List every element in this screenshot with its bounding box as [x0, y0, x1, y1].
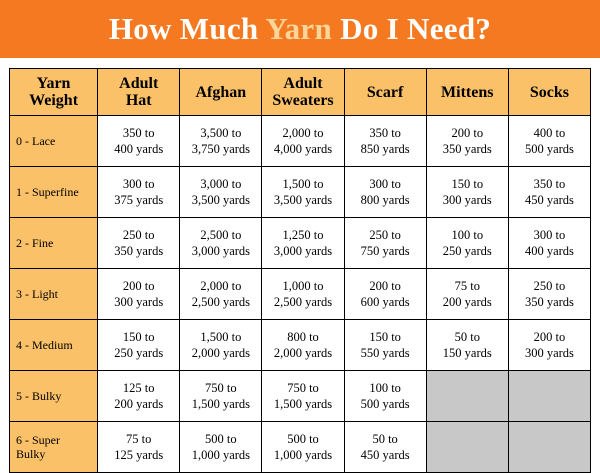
table-cell-empty: [426, 371, 508, 422]
table-cell: [262, 320, 344, 371]
table-cell-line: 50 to: [372, 432, 398, 446]
table-cell-line: 200 to: [122, 279, 155, 293]
column-header-line: Afghan: [195, 83, 247, 101]
table-cell-line: 300 to: [533, 228, 566, 242]
table-cell: [262, 422, 344, 473]
table-cell-empty: [508, 371, 590, 422]
table-cell-line: 350 yards: [524, 295, 574, 309]
table-cell-line: 200 yards: [114, 397, 164, 411]
table-cell-line: 150 to: [122, 330, 155, 344]
table-cell-line: 550 yards: [360, 346, 410, 360]
table-cell: [508, 167, 590, 218]
column-header-line: Socks: [529, 83, 569, 101]
table-cell-line: 400 to: [533, 126, 566, 140]
table-cell: [426, 167, 508, 218]
column-header-line: Sweaters: [272, 92, 334, 109]
table-cell-line: 250 to: [122, 228, 155, 242]
table-cell-line: 100 to: [369, 381, 401, 395]
table-cell-line: 300 to: [369, 177, 401, 191]
table-cell-line: 300 yards: [114, 295, 164, 309]
table-cell-line: 200 to: [369, 279, 401, 293]
table-cell-line: 850 yards: [360, 142, 410, 156]
table-cell: [344, 320, 426, 371]
table-cell: [98, 320, 180, 371]
column-header-line: Adult: [283, 75, 323, 92]
column-header-line: Weight: [29, 92, 79, 109]
table-cell-line: 500 yards: [524, 142, 574, 156]
column-header-0: [10, 69, 98, 116]
table-cell-line: 375 yards: [114, 193, 164, 207]
column-header-4: [344, 69, 426, 116]
table-row: [10, 218, 591, 269]
row-header-line: 3 - Light: [16, 287, 58, 301]
table-cell-line: 250 to: [533, 279, 566, 293]
row-header-weight: [10, 269, 98, 320]
table-cell-line: 350 to: [122, 126, 155, 140]
column-header-line: Scarf: [366, 83, 404, 101]
table-cell: [508, 269, 590, 320]
table-cell-line: 1,000 yards: [273, 448, 333, 462]
table-cell: [180, 371, 262, 422]
table-cell-line: 2,500 yards: [191, 295, 251, 309]
table-cell-line: 600 yards: [360, 295, 410, 309]
table-cell-line: 350 yards: [114, 244, 164, 258]
table-cell-line: 200 to: [533, 330, 566, 344]
row-header-line: 0 - Lace: [16, 134, 56, 148]
column-header-2: [180, 69, 262, 116]
table-cell: [508, 116, 590, 167]
row-header-line: 6 - Super: [16, 433, 60, 447]
table-cell-line: 300 to: [122, 177, 155, 191]
table-body: [10, 116, 591, 473]
table-cell-line: 1,250 to: [282, 228, 324, 242]
table-cell-line: 350 to: [369, 126, 401, 140]
row-header-weight: [10, 371, 98, 422]
table-cell: [98, 269, 180, 320]
table-cell: [426, 269, 508, 320]
table-cell-line: 125 yards: [114, 448, 164, 462]
column-header-line: Adult: [119, 75, 159, 92]
table-row: [10, 167, 591, 218]
table-cell: [180, 320, 262, 371]
table-cell-empty: [426, 422, 508, 473]
table-cell: [98, 371, 180, 422]
table-cell-line: 125 to: [122, 381, 155, 395]
table-row: [10, 320, 591, 371]
row-header-weight: [10, 116, 98, 167]
table-cell: [180, 218, 262, 269]
table-cell: [344, 269, 426, 320]
table-cell-line: 750 yards: [360, 244, 410, 258]
table-cell-line: 750 to: [205, 381, 237, 395]
table-row: [10, 422, 591, 473]
column-header-line: Hat: [125, 92, 152, 109]
table-cell: [344, 116, 426, 167]
table-cell-line: 4,000 yards: [273, 142, 333, 156]
column-header-5: [426, 69, 508, 116]
table-cell-line: 250 yards: [442, 244, 492, 258]
table-cell: [262, 116, 344, 167]
table-cell-line: 75 to: [454, 279, 480, 293]
table-header-row: [10, 69, 591, 116]
table-cell: [180, 167, 262, 218]
table-cell-line: 2,500 yards: [273, 295, 333, 309]
table-cell: [426, 218, 508, 269]
table-cell: [344, 218, 426, 269]
table-cell-line: 350 yards: [442, 142, 492, 156]
table-cell-line: 3,500 yards: [273, 193, 333, 207]
table-cell: [98, 167, 180, 218]
table-cell: [426, 320, 508, 371]
table-cell-line: 300 yards: [524, 346, 574, 360]
table-cell-line: 50 to: [454, 330, 480, 344]
table-cell-line: 500 to: [205, 432, 237, 446]
table-cell: [98, 116, 180, 167]
column-header-6: [508, 69, 590, 116]
table-cell-line: 200 to: [451, 126, 484, 140]
yarn-weight-table: [9, 68, 591, 473]
table-row: [10, 269, 591, 320]
table-cell-line: 3,750 yards: [191, 142, 251, 156]
table-cell: [344, 167, 426, 218]
page-title: [109, 11, 491, 47]
table-cell-line: 200 yards: [442, 295, 492, 309]
table-cell: [426, 116, 508, 167]
table-cell-line: 400 yards: [524, 244, 574, 258]
title-accent-word: Yarn: [265, 11, 333, 46]
table-cell-line: 450 yards: [360, 448, 410, 462]
table-cell-line: 3,000 to: [200, 177, 242, 191]
table-cell-line: 1,500 to: [200, 330, 242, 344]
table-cell-line: 250 to: [369, 228, 401, 242]
row-header-line: Bulky: [16, 447, 46, 461]
table-cell: [508, 218, 590, 269]
table-cell-line: 750 to: [287, 381, 319, 395]
row-header-line: 5 - Bulky: [16, 389, 62, 403]
title-part-1: How Much: [108, 11, 266, 46]
column-header-line: Mittens: [441, 83, 494, 101]
row-header-weight: [10, 218, 98, 269]
column-header-line: Yarn: [36, 75, 71, 92]
title-part-2: Do I Need?: [332, 11, 492, 46]
table-cell: [344, 422, 426, 473]
table-cell: [180, 116, 262, 167]
table-cell-line: 800 to: [287, 330, 319, 344]
table-cell-line: 1,500 to: [282, 177, 324, 191]
table-cell-line: 3,000 yards: [273, 244, 333, 258]
table-cell-line: 1,500 yards: [273, 397, 333, 411]
table-cell-line: 3,500 to: [200, 126, 242, 140]
table-cell-line: 350 to: [533, 177, 566, 191]
table-cell-line: 3,000 yards: [191, 244, 251, 258]
column-header-3: [262, 69, 344, 116]
table-cell: [344, 371, 426, 422]
table-row: [10, 371, 591, 422]
table-cell-line: 500 yards: [360, 397, 410, 411]
table-header: [10, 69, 591, 116]
table-cell-line: 2,000 yards: [191, 346, 251, 360]
table-cell-line: 1,000 yards: [191, 448, 251, 462]
table-cell-line: 250 yards: [114, 346, 164, 360]
table-cell-line: 150 to: [451, 177, 484, 191]
row-header-weight: [10, 422, 98, 473]
table-cell: [98, 218, 180, 269]
table-cell-line: 150 yards: [442, 346, 492, 360]
table-cell-line: 400 yards: [114, 142, 164, 156]
table-cell-line: 1,500 yards: [191, 397, 251, 411]
table-cell: [262, 218, 344, 269]
row-header-line: 1 - Superfine: [16, 185, 79, 199]
table-cell: [262, 269, 344, 320]
row-header-line: 2 - Fine: [16, 236, 54, 250]
table-cell-line: 3,500 yards: [191, 193, 251, 207]
table-cell-line: 1,000 to: [282, 279, 324, 293]
column-header-1: [98, 69, 180, 116]
table-cell: [262, 167, 344, 218]
table-cell-line: 450 yards: [524, 193, 574, 207]
table-cell-empty: [508, 422, 590, 473]
table-cell-line: 2,000 to: [200, 279, 242, 293]
table-cell-line: 800 yards: [360, 193, 410, 207]
row-header-weight: [10, 320, 98, 371]
table-cell-line: 300 yards: [442, 193, 492, 207]
table-cell-line: 2,500 to: [200, 228, 242, 242]
table-cell: [180, 269, 262, 320]
title-banner: [0, 0, 600, 58]
table-cell-line: 2,000 yards: [273, 346, 333, 360]
table-cell: [508, 320, 590, 371]
table-cell-line: 2,000 to: [282, 126, 324, 140]
table-cell-line: 75 to: [126, 432, 152, 446]
table-cell: [98, 422, 180, 473]
table-row: [10, 116, 591, 167]
table-cell: [180, 422, 262, 473]
table-cell: [262, 371, 344, 422]
row-header-line: 4 - Medium: [16, 338, 73, 352]
table-cell-line: 150 to: [369, 330, 401, 344]
row-header-weight: [10, 167, 98, 218]
table-cell-line: 100 to: [451, 228, 484, 242]
table-cell-line: 500 to: [287, 432, 319, 446]
